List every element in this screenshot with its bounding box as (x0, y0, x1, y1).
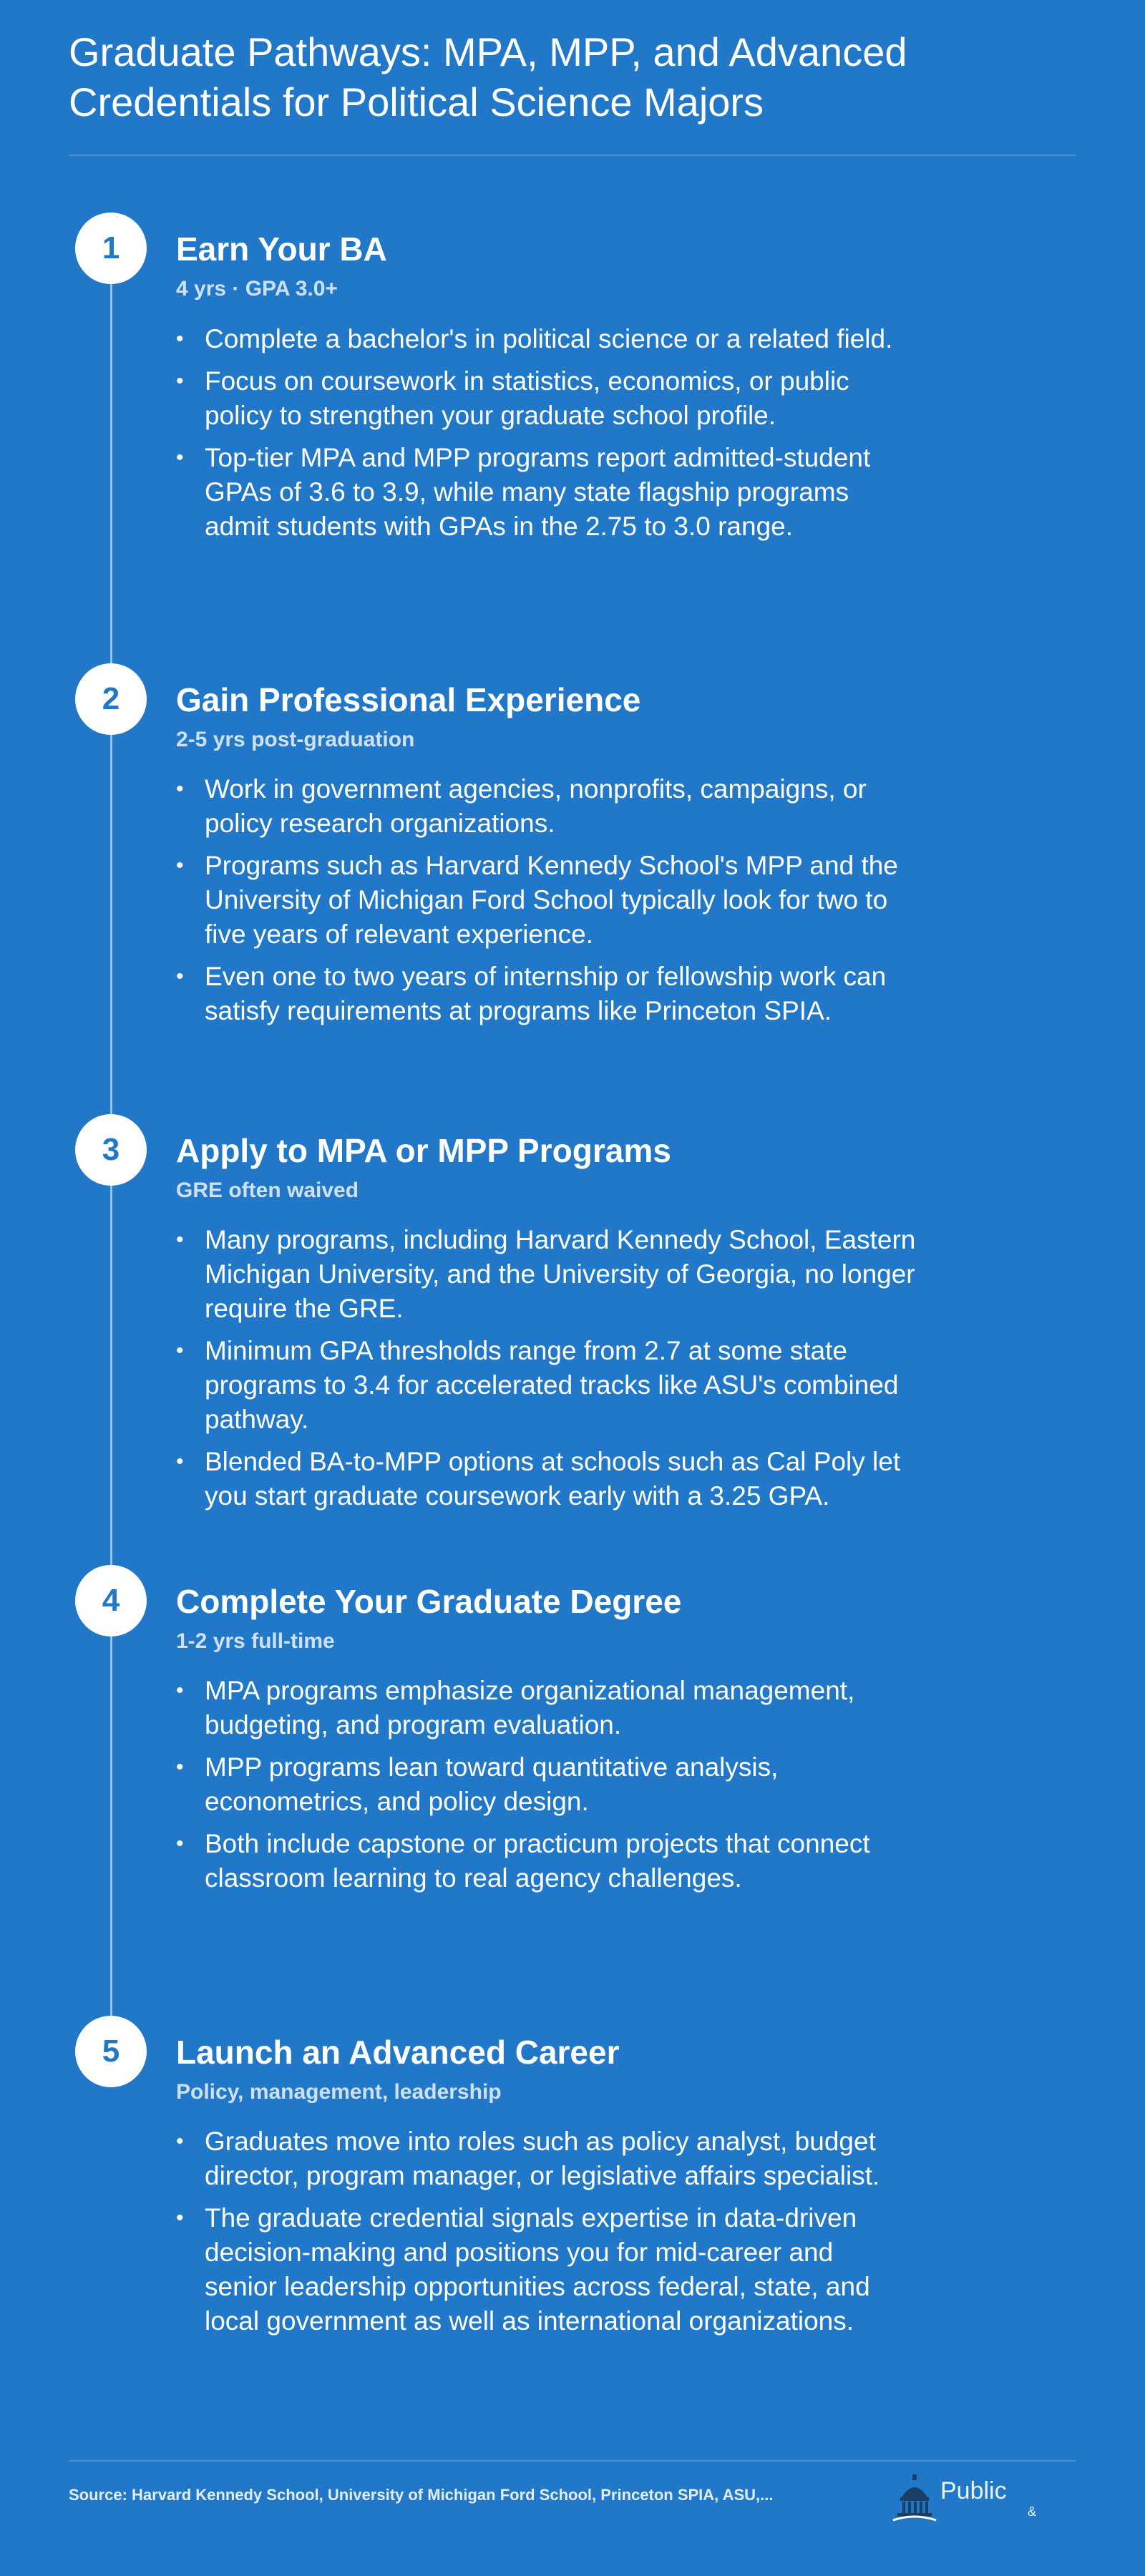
step-bullet: • Programs such as Harvard Kennedy School's MPP and the University of Michigan Ford School typically look for two to five years of relevant experience. (176, 849, 920, 952)
step-meta: GRE often waived (176, 1179, 359, 1202)
step-bullet-list (176, 1674, 920, 1903)
step-bullet: • Work in government agencies, nonprofits, campaigns, or policy research organizations. (176, 772, 920, 841)
step-title: Gain Professional Experience (176, 681, 641, 718)
publisher-logo (892, 2473, 1049, 2524)
step-bullet-list (176, 2124, 892, 2346)
step-bullet: • Blended BA-to-MPP options at schools such as Cal Poly let you start graduate coursework early with a 3.25 GPA. (176, 1445, 920, 1513)
step-bullet-list (176, 1223, 920, 1521)
step-bullet: • Minimum GPA thresholds range from 2.7 at some state programs to 3.4 for accelerated tracks like ASU's combined pathway. (176, 1334, 920, 1437)
step-bullet: • Graduates move into roles such as policy analyst, budget director, program manager, or legislative affairs specialist. (176, 2124, 892, 2193)
step-title: Complete Your Graduate Degree (176, 1583, 682, 1620)
source-note: Source: Harvard Kennedy School, University of Michigan Ford School, Princeton SPIA, ASU,... (69, 2486, 774, 2504)
step-meta: 2-5 yrs post-graduation (176, 728, 415, 751)
step-meta: 4 yrs · GPA 3.0+ (176, 277, 338, 301)
step-bullet: • Top-tier MPA and MPP programs report admitted-student GPAs of 3.6 to 3.9, while many state flagship programs admit students with GPAs in the 2.75 to 3.0 range. (176, 441, 920, 544)
step-bullet: • The graduate credential signals expertise in data-driven decision-making and positions you for mid-career and senior leadership opportunities across federal, state, and local government as well as international organizations. (176, 2201, 892, 2338)
step-bullet: • Both include capstone or practicum projects that connect classroom learning to real agency challenges. (176, 1827, 920, 1896)
step-title: Earn Your BA (176, 230, 387, 268)
header-divider (69, 155, 1076, 156)
step-bullet: • Even one to two years of internship or fellowship work can satisfy requirements at programs like Princeton SPIA. (176, 960, 920, 1028)
step-number-badge: 3 (75, 1114, 147, 1186)
step-bullet: • MPP programs lean toward quantitative analysis, econometrics, and policy design. (176, 1750, 920, 1819)
logo-wordmark: Public (940, 2477, 1007, 2504)
step-bullet-list (176, 772, 920, 1036)
step-bullet: • Many programs, including Harvard Kennedy School, Eastern Michigan University, and the University of Georgia, no longer require the GRE. (176, 1223, 920, 1326)
step-number-badge: 1 (75, 213, 147, 284)
step-meta: Policy, management, leadership (176, 2080, 502, 2104)
footer-divider (69, 2460, 1076, 2462)
step-bullet: • Complete a bachelor's in political science or a related field. (176, 322, 920, 356)
logo-ampersand: & (1028, 2504, 1037, 2519)
capitol-dome-icon (892, 2473, 937, 2523)
step-bullet-list (176, 322, 920, 552)
step-meta: 1-2 yrs full-time (176, 1629, 335, 1653)
step-bullet: • Focus on coursework in statistics, economics, or public policy to strengthen your graduate school profile. (176, 364, 920, 433)
step-title: Launch an Advanced Career (176, 2034, 620, 2071)
step-number-badge: 2 (75, 663, 147, 735)
step-number-badge: 5 (75, 2016, 147, 2087)
page-title: Graduate Pathways: MPA, MPP, and Advanced Credentials for Political Science Majors (69, 29, 907, 125)
step-number-badge: 4 (75, 1565, 147, 1636)
step-bullet: • MPA programs emphasize organizational management, budgeting, and program evaluation. (176, 1674, 920, 1742)
step-title: Apply to MPA or MPP Programs (176, 1132, 671, 1169)
